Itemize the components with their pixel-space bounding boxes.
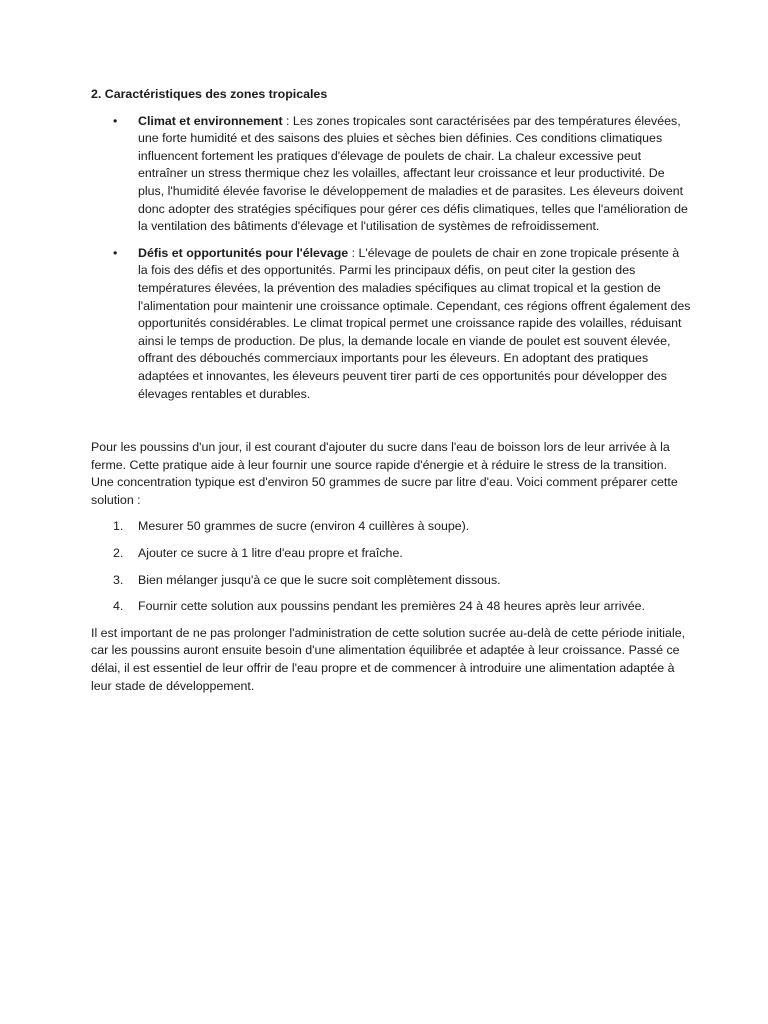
step-text: Fournir cette solution aux poussins pendant les premières 24 à 48 heures après leur arrivée. xyxy=(138,599,645,614)
bullet-text: L'élevage de poulets de chair en zone tropicale présente à la fois des défis et des opportunités. Parmi les principaux défis, on peut citer la gestion des températures élevées, la prévention des maladies spécifiques au climat tropical et la gestion de l'alimentation pour maintenir une croissance optimale. Cependant, ces régions offrent également des opportunités considérables. Le climat tropical permet une croissance rapide des volailles, réduisant ainsi le temps de production. De plus, la demande locale en viande de poulet est souvent élevée, offrant des débouchés commerciaux importants pour les éleveurs. En adoptant des pratiques adaptées et innovantes, les éleveurs peuvent tirer parti de ces opportunités pour développer des élevages rentables et durables. xyxy=(138,245,691,401)
step-number: 1. xyxy=(113,519,124,534)
step-item xyxy=(91,572,691,590)
closing-paragraph: Il est important de ne pas prolonger l'administration de cette solution sucrée au-delà de cette période initiale, car les poussins auront ensuite besoin d'une alimentation équilibrée et adaptée à leur croissance. Passé ce délai, il est essentiel de leur offrir de l'eau propre et de commencer à introduire une alimentation adaptée à leur stade de développement. xyxy=(91,625,686,693)
intro-paragraph: Pour les poussins d'un jour, il est courant d'ajouter du sucre dans l'eau de boisson lors de leur arrivée à la ferme. Cette pratique aide à leur fournir une source rapide d'énergie et à réduire le stress de la transition. Une concentration typique est d'environ 50 grammes de sucre par litre d'eau. Voici comment préparer cette solution : xyxy=(91,440,678,507)
bullet-item-defis xyxy=(91,245,691,403)
bullet-title: Défis et opportunités pour l'élevage xyxy=(138,245,349,260)
step-number: 3. xyxy=(113,572,124,587)
section-gap xyxy=(91,412,691,439)
document-page xyxy=(91,86,691,704)
bullet-marker: • xyxy=(113,245,118,260)
steps-list xyxy=(91,518,691,615)
step-number: 2. xyxy=(113,546,124,561)
step-item xyxy=(91,545,691,563)
bullet-marker: • xyxy=(113,113,118,128)
step-text: Bien mélanger jusqu'à ce que le sucre soit complètement dissous. xyxy=(138,572,501,587)
step-text: Ajouter ce sucre à 1 litre d'eau propre et fraîche. xyxy=(138,546,403,561)
section-title: 2. Caractéristiques des zones tropicales xyxy=(91,87,328,101)
step-number: 4. xyxy=(113,599,124,614)
bullet-list xyxy=(91,113,691,404)
bullet-separator: : xyxy=(282,113,293,128)
bullet-text: Les zones tropicales sont caractérisées par des températures élevées, une forte humidité et des saisons des pluies et sèches bien définies. Ces conditions climatiques influencent fortement les pratiques d'élevage de poulets de chair. La chaleur excessive peut entraîner un stress thermique chez les volailles, affectant leur croissance et leur productivité. De plus, l'humidité élevée favorise le développement de maladies et de parasites. Les éleveurs doivent donc adopter des stratégies spécifiques pour gérer ces défis climatiques, telles que l'amélioration de la ventilation des bâtiments d'élevage et l'utilisation de systèmes de refroidissement. xyxy=(138,113,688,234)
bullet-item-climat xyxy=(91,113,691,236)
step-text: Mesurer 50 grammes de sucre (environ 4 cuillères à soupe). xyxy=(138,519,470,534)
bullet-separator: : xyxy=(348,245,359,260)
step-item xyxy=(91,598,691,616)
bullet-title: Climat et environnement xyxy=(138,113,283,128)
step-item xyxy=(91,518,691,536)
